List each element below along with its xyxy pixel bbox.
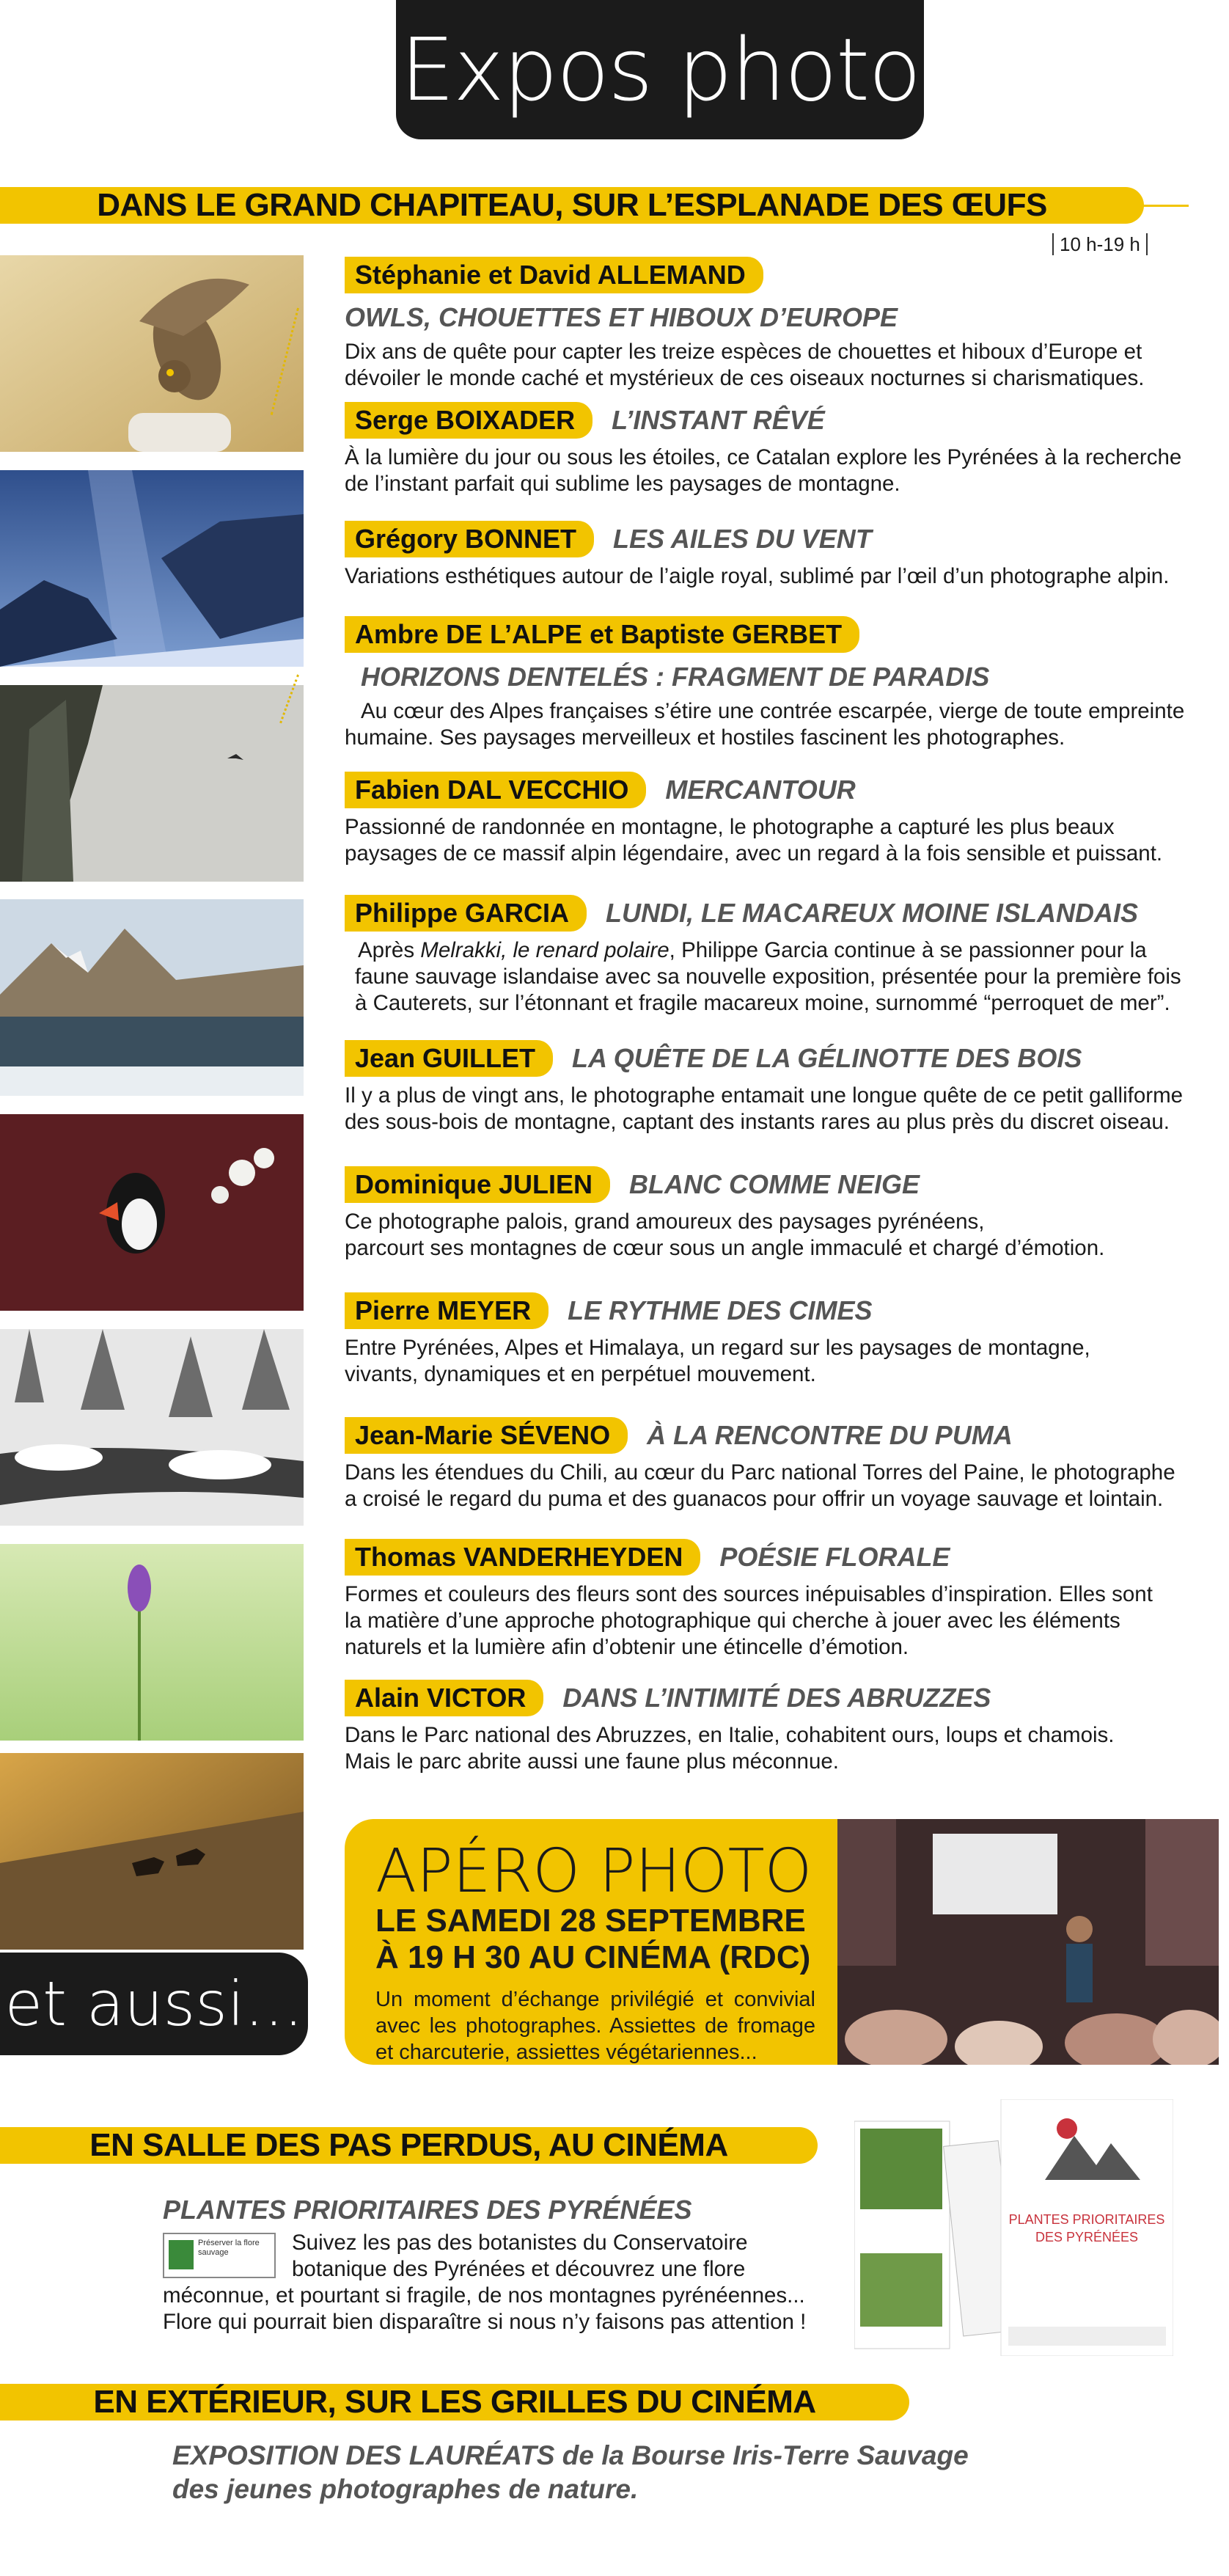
- photographer-name: Alain VICTOR: [345, 1680, 543, 1716]
- exhibit-entry: [345, 1539, 1203, 1661]
- section-banner-label: DANS LE GRAND CHAPITEAU, SUR L’ESPLANADE DES ŒUFS: [97, 187, 1047, 223]
- photographer-name: Serge BOIXADER: [345, 402, 593, 439]
- poster-title-line-1: PLANTES PRIORITAIRES: [1008, 2212, 1165, 2227]
- exhibit-title: POÉSIE FLORALE: [719, 1542, 950, 1572]
- exhibit-entry: [345, 1040, 1203, 1135]
- photographer-name: Dominique JULIEN: [345, 1166, 610, 1203]
- exhibit-entry: [345, 1680, 1203, 1775]
- photographer-name: Jean GUILLET: [345, 1040, 553, 1077]
- snow-stream-photo: [0, 1329, 304, 1526]
- banner-extension-line: [1140, 205, 1189, 207]
- exhibit-entry: [345, 402, 1203, 497]
- orchid-photo: [0, 1544, 304, 1741]
- section-banner-label: EN SALLE DES PAS PERDUS, AU CINÉMA: [89, 2127, 728, 2163]
- exhibit-title: DANS L’INTIMITÉ DES ABRUZZES: [562, 1683, 991, 1713]
- mountain-lake-photo: [0, 899, 304, 1096]
- exhibit-title: OWLS, CHOUETTES ET HIBOUX D’EUROPE: [345, 302, 898, 332]
- apero-description: Un moment d’échange privilégié et convivial avec les photographes. Assiettes de fromage et charcuterie, assiettes végétariennes...: [375, 1988, 815, 2064]
- photographer-name: Pierre MEYER: [345, 1292, 549, 1329]
- apero-time-place: À 19 H 30 AU CINÉMA (RDC): [375, 1939, 811, 1975]
- photographer-name: Philippe GARCIA: [345, 895, 587, 932]
- apero-title: APÉRO PHOTO: [375, 1837, 812, 1906]
- plantes-poster-image: [854, 2099, 1173, 2356]
- opening-hours: 10 h-19 h: [1052, 233, 1148, 255]
- puffin-photo: [0, 1114, 304, 1311]
- exhibit-description: Dans les étendues du Chili, au cœur du Parc national Torres del Paine, le photographe a croisé le regard du puma et des guanacos pour offrir un voyage sauvage et lointain.: [345, 1460, 1175, 1511]
- exhibit-description: À la lumière du jour ou sous les étoiles, ce Catalan explore les Pyrénées à la recherche de l’instant parfait qui sublime les paysages de montagne.: [345, 445, 1182, 496]
- plantes-description: Suivez les pas des botanistes du Conservatoire botanique des Pyrénées et découvrez une flore méconnue, et pourtant si fragile, de nos montagnes pyrénéennes... Flore qui pourrait bien disparaître si nous n’y faisons pas attention !: [163, 2231, 807, 2334]
- exhibit-title: LES AILES DU VENT: [613, 524, 872, 554]
- night-mountain-photo: [0, 470, 304, 667]
- laureats-text: EXPOSITION DES LAURÉATS de la Bourse Iris-Terre Sauvage des jeunes photographes de nature.: [172, 2440, 969, 2504]
- photographer-name: Grégory BONNET: [345, 521, 594, 557]
- photographer-name: Fabien DAL VECCHIO: [345, 772, 646, 808]
- section-banner-label: EN EXTÉRIEUR, SUR LES GRILLES DU CINÉMA: [93, 2384, 816, 2420]
- exhibit-entry: [345, 1166, 1203, 1262]
- plantes-title: PLANTES PRIORITAIRES DES PYRÉNÉES: [163, 2195, 692, 2225]
- cinema-event-photo: [837, 1819, 1219, 2065]
- exhibit-entry: [345, 1292, 1203, 1388]
- photographer-name: Jean-Marie SÉVENO: [345, 1417, 628, 1454]
- owl-photo: [0, 255, 304, 452]
- exhibit-description: Ce photographe palois, grand amoureux des paysages pyrénéens, parcourt ses montagnes de cœur sous un angle immaculé et chargé d’émotion.: [345, 1210, 1105, 1260]
- exhibit-entry: [345, 257, 1203, 392]
- exhibit-description: Il y a plus de vingt ans, le photographe entamait une longue quête de ce petit galliforme des sous-bois de montagne, captant des instants rares au plus près du discret oiseau.: [345, 1083, 1184, 1134]
- photographer-name: Ambre DE L’ALPE et Baptiste GERBET: [345, 616, 859, 653]
- apero-photo-box: [345, 1819, 843, 2065]
- exhibit-entry: [345, 521, 1203, 590]
- page-title: Expos photo: [396, 0, 924, 139]
- photographer-name: Stéphanie et David ALLEMAND: [345, 257, 763, 293]
- exhibit-title: LA QUÊTE DE LA GÉLINOTTE DES BOIS: [572, 1043, 1082, 1073]
- exhibit-title: L’INSTANT RÊVÉ: [612, 405, 825, 435]
- laureats-lead: EXPOSITION DES LAURÉATS: [172, 2440, 555, 2470]
- apero-date: LE SAMEDI 28 SEPTEMBRE: [375, 1903, 806, 1939]
- exhibit-description: Dix ans de quête pour capter les treize espèces de chouettes et hiboux d’Europe et dévoiler le monde caché et mystérieux de ces oiseaux nocturnes si charismatiques.: [345, 340, 1145, 390]
- eagle-fog-photo: [0, 685, 304, 882]
- exhibit-title: LE RYTHME DES CIMES: [568, 1295, 873, 1325]
- exhibit-description: Passionné de randonnée en montagne, le photographe a capturé les plus beaux paysages de ce massif alpin légendaire, avec un regard à la fois sensible et puissant.: [345, 815, 1163, 866]
- exhibit-description: Variations esthétiques autour de l’aigle royal, sublimé par l’œil d’un photographe alpin.: [345, 564, 1170, 588]
- poster-title-line-2: DES PYRÉNÉES: [1035, 2230, 1139, 2244]
- photographer-name: Thomas VANDERHEYDEN: [345, 1539, 700, 1576]
- exhibit-title: HORIZONS DENTELÉS : FRAGMENT DE PARADIS: [361, 662, 990, 692]
- exhibit-description: Entre Pyrénées, Alpes et Himalaya, un regard sur les paysages de montagne, vivants, dynamiques et en perpétuel mouvement.: [345, 1336, 1090, 1386]
- section-banner-exterieur: [0, 2384, 909, 2421]
- exhibit-description: Au cœur des Alpes françaises s’étire une contrée escarpée, vierge de toute empreinte humaine. Ses paysages merveilleux et hostiles fascinent les photographes.: [345, 699, 1185, 750]
- exhibit-description: Dans le Parc national des Abruzzes, en Italie, cohabitent ours, loups et chamois. Mais le parc abrite aussi une faune plus méconnue.: [345, 1723, 1115, 1774]
- previous-exhibit-title: Melrakki, le renard polaire: [420, 938, 669, 962]
- exhibit-title: MERCANTOUR: [665, 775, 856, 805]
- exhibit-entry: [345, 616, 1203, 751]
- et-aussi-label: et aussi...: [0, 1953, 308, 2055]
- exhibit-title: BLANC COMME NEIGE: [629, 1169, 920, 1199]
- chamois-photo: [0, 1753, 304, 1950]
- exhibit-entry: [345, 772, 1203, 867]
- section-banner-salle: [0, 2127, 818, 2164]
- flore-logo: Préserver la flore sauvage: [163, 2233, 276, 2278]
- exhibit-title: LUNDI, LE MACAREUX MOINE ISLANDAIS: [606, 898, 1139, 928]
- exhibit-entry: [345, 895, 1203, 1017]
- exhibit-entry: [345, 1417, 1203, 1512]
- exhibit-title: À LA RENCONTRE DU PUMA: [647, 1420, 1013, 1450]
- exhibit-description: Après Melrakki, le renard polaire, Philippe Garcia continue à se passionner pour la faune sauvage islandaise avec sa nouvelle exposition, présentée pour la première fois à Cauterets, sur l’étonnant et fragile macareux moine, surnommé “perroquet de mer”.: [355, 938, 1181, 1015]
- section-banner-chapiteau: [0, 187, 1144, 224]
- exhibit-description: Formes et couleurs des fleurs sont des sources inépuisables d’inspiration. Elles sont la matière d’une approche photographique qui cherche à jouer avec les éléments naturels et la lumière afin d’obtenir une étincelle d’émotion.: [345, 1582, 1153, 1659]
